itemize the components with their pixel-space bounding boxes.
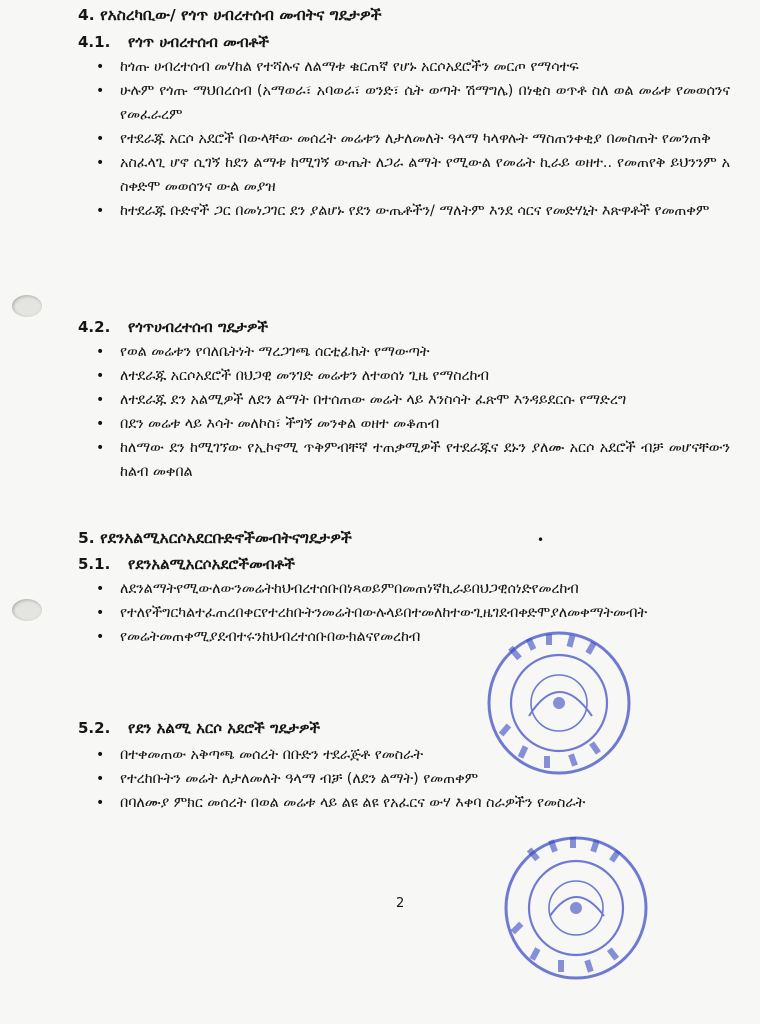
list-item: • ሁሉም የጎጡ ማህበረሰብ (አማወራ፣ አባወራ፣ ወንድ፣ ሴት ወጣት ሽማግሌ) በነቂስ ወጥቶ ስለ ወል መሬቱ የመወሰንና የመፈራረም: [96, 79, 730, 127]
subsection-title: የደንአልሚአርሶአደሮችመብቶች: [128, 555, 295, 573]
bullet-icon: •: [96, 203, 105, 219]
subsection-title: የደን አልሚ አርሶ አደሮች ግዴታዎች: [128, 719, 321, 737]
list-item: • ለደንልማትየሚውለውንመሬትከህብረተሰቡበነጻወይምበመጠነኛኪራይበህጋዊሰነድየመረከብ: [96, 577, 730, 601]
list-item: • በተቀመጠው አቅጣጫ መሰረት በቡድን ተደራጅቶ የመስራት: [96, 743, 730, 767]
subsection-number: 4.1.: [78, 33, 111, 51]
subsection-number: 4.2.: [78, 318, 111, 336]
subsection-heading: [78, 555, 295, 573]
bullet-icon: •: [96, 368, 105, 384]
bullet-icon: •: [96, 440, 105, 456]
section-heading: 5. የደንአልሚአርሶአደርቡድኖችመብትናግዴታዎች: [78, 529, 352, 547]
subsection-title: የጎጥ ሀብረተሰብ መብቶች: [128, 33, 270, 51]
subsection-number: 5.1.: [78, 555, 111, 573]
bullet-icon: •: [96, 605, 105, 621]
list-item: • የወል መሬቱን የባለቤትነት ማረጋገጫ ሰርቲፊኬት የማውጣት: [96, 340, 730, 364]
subsection-heading: [78, 318, 268, 336]
bullet-icon: •: [96, 416, 105, 432]
bullet-icon: •: [96, 392, 105, 408]
list-item: • በደን መሬቱ ላይ እሳት መለኮስ፣ ችግኝ መንቀል ወዘተ መቆጠብ: [96, 412, 730, 436]
list-item: • ከተደራጁ ቡድኖች ጋር በመነጋገር ደን ያልሆኑ የደን ውጤቶችን/ ማለትም እንደ ሳርና የመድሃኒት እጽዋቶች የመጠቀም: [96, 199, 730, 223]
bullet-icon: •: [96, 795, 105, 811]
bullet-list: [96, 577, 730, 649]
subsection-number: 5.2.: [78, 719, 111, 737]
list-item: • የተለየችግርካልተፈጠረበቀርየተረከቡትንመሬትበውሉላይበተመለከተውጊዜገደብቀድሞያለመቀማትመብት: [96, 601, 730, 625]
bullet-icon: •: [96, 344, 105, 360]
list-item: • በባለሙያ ምክር መሰረት በወል መሬቱ ላይ ልዩ ልዩ የአፈርና ውሃ እቀባ ስራዎችን የመስራት: [96, 791, 730, 815]
list-item: • የተረከቡትን መሬት ለታለመለት ዓላማ ብቻ (ለደን ልማት) የመጠቀም: [96, 767, 730, 791]
bullet-list: [96, 743, 730, 815]
punch-hole: [12, 599, 42, 621]
list-item: • ከለማው ደን ከሚገኘው የኢኮኖሚ ጥቅምብቸኛ ተጠቃሚዎች የተደራጁና ደኑን ያለሙ አርሶ አደሮች ብቻ መሆናቸውን ከልብ መቀበል: [96, 436, 730, 484]
bullet-list: [96, 340, 730, 484]
list-item: • የመሬትመጠቀሚያደብተሩንከህብረተሰቡበውክልናየመረከብ: [96, 625, 730, 649]
list-item: • አስፈላጊ ሆኖ ሲገኝ ከደን ልማቱ ከሚገኝ ውጤት ለጋራ ልማት የሚውል የመሬት ኪራይ ወዘተ.. የመጠየቅ ይህንንም አስቀድሞ መወሰንና ውል መያዝ: [96, 151, 730, 199]
section-heading: 4. የአስረካቢው/ የጎጥ ሀብረተሰብ መብትና ግዴታዎች: [78, 6, 382, 24]
bullet-icon: •: [96, 83, 105, 99]
list-item: • ለተደራጁ ደን አልሚዎች ለደን ልማት በተሰጠው መሬት ላይ እንስሳት ፈጽሞ እንዳይደርሱ የማድረግ: [96, 388, 730, 412]
bullet-icon: •: [96, 771, 105, 787]
page-number: 2: [396, 896, 405, 911]
list-item: • ለተደራጁ አርሶአደሮች በህጋዊ መንገድ መሬቱን ለተወሰነ ጊዜ የማስረከብ: [96, 364, 730, 388]
list-item: • ከጎጡ ሀብረተሰብ መሃከል የተሻሉና ለልማቱ ቁርጠኛ የሆኑ አርሶአደሮችን መርጦ የማሳተፍ: [96, 55, 730, 79]
bullet-icon: •: [96, 629, 105, 645]
bullet-list: [96, 55, 730, 223]
list-item: • የተደራጁ አርሶ አደሮች በውላቸው መሰረት መሬቱን ለታለመለት ዓላማ ካላዋሉት ማስጠንቀቂያ በመስጠት የመንጠቅ: [96, 127, 730, 151]
bullet-icon: •: [96, 59, 105, 75]
subsection-heading: [78, 719, 320, 737]
bullet-icon: •: [96, 747, 105, 763]
official-seal-stamp: [484, 628, 634, 778]
official-seal-stamp: [500, 832, 652, 984]
stray-mark: •: [537, 533, 545, 547]
bullet-icon: •: [96, 131, 105, 147]
bullet-icon: •: [96, 581, 105, 597]
bullet-icon: •: [96, 155, 105, 171]
subsection-title: የጎጥሀብረተሰብ ግዴታዎች: [128, 318, 269, 336]
subsection-heading: [78, 33, 269, 51]
punch-hole: [12, 295, 42, 317]
